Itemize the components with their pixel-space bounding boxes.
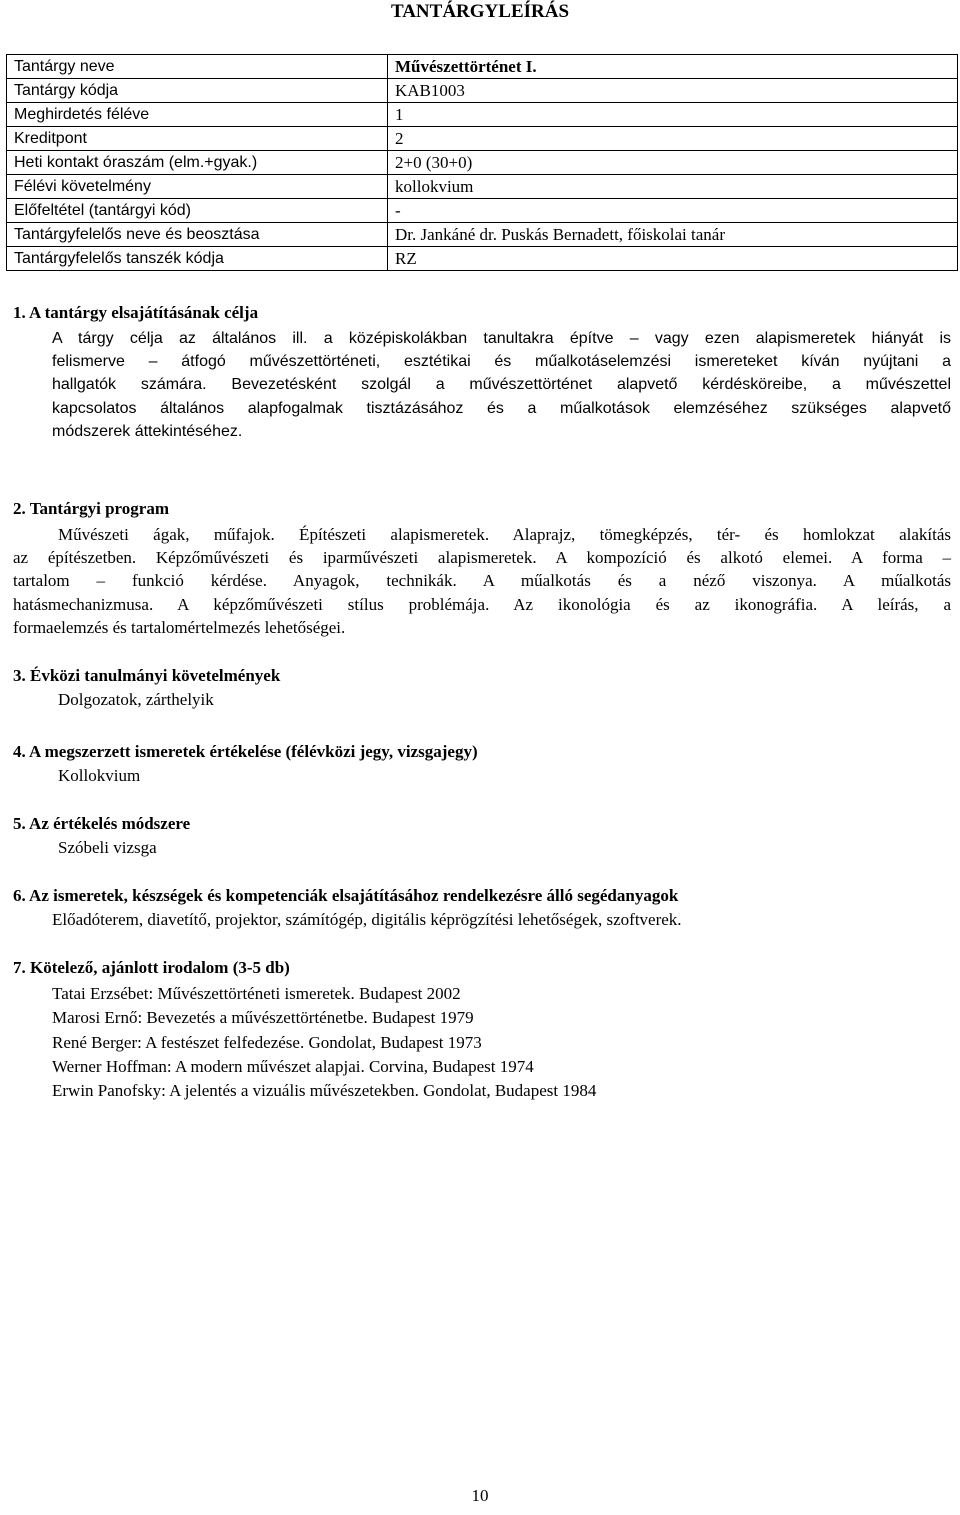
info-value: - — [388, 199, 958, 223]
section-7-title: 7. Kötelező, ajánlott irodalom (3-5 db) — [13, 958, 290, 977]
info-value: KAB1003 — [388, 79, 958, 103]
section-5-text: Szóbeli vizsga — [58, 838, 157, 857]
section-4-title: 4. A megszerzett ismeretek értékelése (félévközi jegy, vizsgajegy) — [13, 742, 478, 761]
info-row — [7, 79, 958, 103]
section-1-title: 1. A tantárgy elsajátításának célja — [13, 303, 259, 322]
literature-item: Erwin Panofsky: A jelentés a vizuális művészetekben. Gondolat, Budapest 1984 — [52, 1081, 597, 1101]
section-2-line: hatásmechanizmusa. A képzőművészeti stílus problémája. Az ikonológia és az ikonográfia. A leírás, a — [13, 594, 951, 614]
section-1-line: kapcsolatos általános alapfogalmak tisztázásához és a műalkotások elemzéséhez szükséges alapvető — [52, 399, 951, 417]
section-2-title: 2. Tantárgyi program — [13, 499, 170, 518]
section-2-line: tartalom – funkció kérdése. Anyagok, technikák. A műalkotás és a néző viszonya. A műalkotás — [13, 571, 951, 591]
subject-info-table — [6, 54, 958, 271]
literature-item: Tatai Erzsébet: Művészettörténeti ismeretek. Budapest 2002 — [52, 984, 461, 1003]
info-row — [7, 103, 958, 127]
section-2-line: az építészetben. Képzőművészeti és iparművészeti alapismeretek. A kompozíció és alkotó elemei. A forma – — [13, 548, 951, 568]
info-row — [7, 199, 958, 223]
info-row — [7, 247, 958, 271]
info-label: Félévi követelmény — [7, 175, 388, 199]
section-1-text — [52, 327, 951, 443]
section-2-text — [13, 523, 951, 639]
section-4-text: Kollokvium — [58, 766, 141, 785]
info-label: Kreditpont — [7, 127, 388, 151]
literature-item: René Berger: A festészet felfedezése. Gondolat, Budapest 1973 — [52, 1032, 482, 1052]
info-label: Előfeltétel (tantárgyi kód) — [7, 199, 388, 223]
info-label: Tantárgyfelelős tanszék kódja — [7, 247, 388, 271]
section-6-text: Előadóterem, diavetítő, projektor, számítógép, digitális képrögzítési lehetőségek, szoftverek. — [52, 910, 682, 929]
info-label: Meghirdetés féléve — [7, 103, 388, 127]
section-1-line: módszerek áttekintéséhez. — [52, 422, 243, 440]
info-row — [7, 223, 958, 247]
literature-item: Werner Hoffman: A modern művészet alapjai. Corvina, Budapest 1974 — [52, 1056, 534, 1076]
info-value: 2 — [388, 127, 958, 151]
literature-list — [52, 982, 596, 1103]
info-label: Tantárgy neve — [7, 55, 388, 79]
info-value: Művészettörténet I. — [388, 55, 958, 79]
info-label: Tantárgy kódja — [7, 79, 388, 103]
page-number: 10 — [471, 1486, 489, 1505]
info-value: 1 — [388, 103, 958, 127]
info-row — [7, 127, 958, 151]
info-label: Heti kontakt óraszám (elm.+gyak.) — [7, 151, 388, 175]
section-2-line: formaelemzés és tartalomértelmezés lehetőségei. — [13, 617, 346, 637]
literature-item: Marosi Ernő: Bevezetés a művészettörténetbe. Budapest 1979 — [52, 1008, 474, 1028]
info-label: Tantárgyfelelős neve és beosztása — [7, 223, 388, 247]
info-value: RZ — [388, 247, 958, 271]
page-title: TANTÁRGYLEÍRÁS — [390, 1, 570, 22]
section-1-line: felismerve – átfogó művészettörténeti, esztétikai és műalkotáselemzési ismereteket kíván nyújtani a — [52, 353, 951, 371]
section-3-text: Dolgozatok, zárthelyik — [58, 690, 214, 709]
info-value: Dr. Jankáné dr. Puskás Bernadett, főiskolai tanár — [388, 223, 958, 247]
info-row — [7, 151, 958, 175]
info-row — [7, 175, 958, 199]
info-value: 2+0 (30+0) — [388, 151, 958, 175]
section-1-line: A tárgy célja az általános ill. a középiskolákban tanultakra építve – vagy ezen alapismeretek hiányát is — [52, 330, 951, 347]
info-row — [7, 55, 958, 79]
section-3-title: 3. Évközi tanulmányi követelmények — [13, 666, 281, 685]
info-value: kollokvium — [388, 175, 958, 199]
section-1-line: hallgatók számára. Bevezetésként szolgál a művészettörténet alapvető kérdésköreibe, a művészettel — [52, 376, 951, 394]
section-6-title: 6. Az ismeretek, készségek és kompetenciák elsajátításához rendelkezésre álló segédanyagok — [13, 886, 679, 905]
section-2-line: Művészeti ágak, műfajok. Építészeti alapismeretek. Alaprajz, tömegképzés, tér- és homlokzat alakítás — [58, 525, 951, 544]
section-5-title: 5. Az értékelés módszere — [13, 814, 191, 833]
